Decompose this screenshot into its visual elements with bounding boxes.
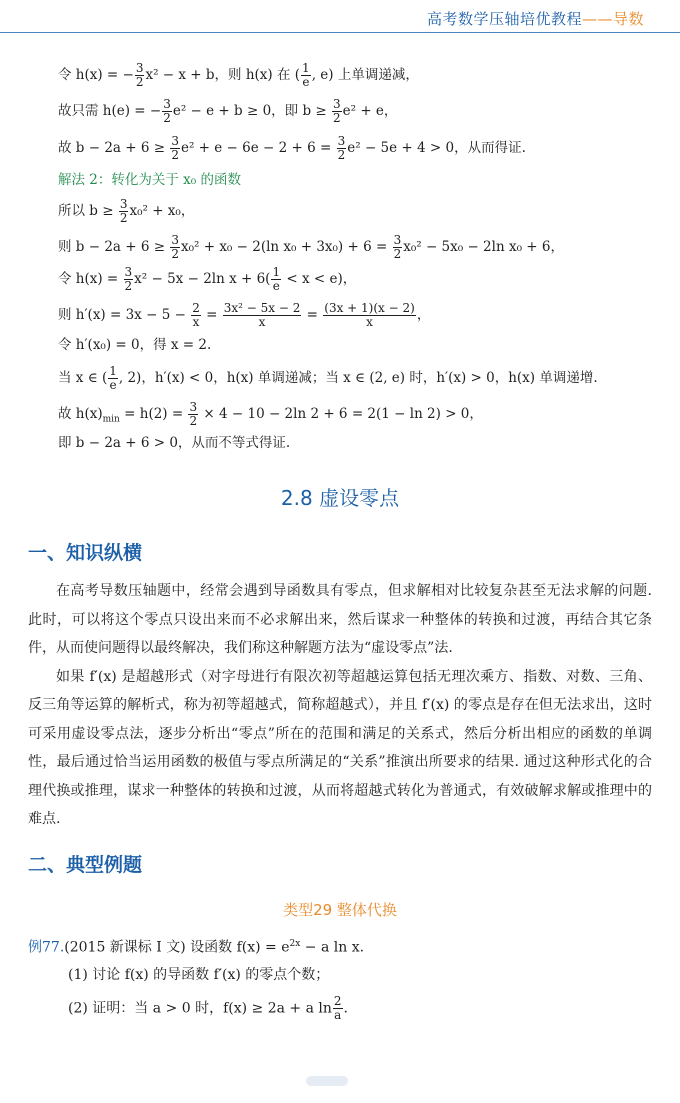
paragraph-2: 如果 f′(x) 是超越形式（对字母进行有限次初等超越运算包括无理次乘方、指数、对数、三角、反三角等运算的解析式，称为初等超越式，简称超越式），并且 f′(x) 的零点是存在但无法求出，这时可采用虚设零点法，逐步分析出“零点”所在的范围和满足的关系式，然后分析出相应的函数的单调性，最后通过恰当运用函数的极值与零点所满足的“关系”推演出所要求的结果. 通过这种形式化的合理代换或推理，谋求一种整体的转换和过渡，从而将超越式转化为普通式，有效破解求解或推理中的难点.	[28, 668, 652, 827]
examples-heading: 二、典型例题	[28, 854, 143, 876]
fraction: $\frac{3}{2}$	[171, 233, 179, 261]
fraction: $\frac{3}{2}$	[163, 97, 171, 125]
solution-line-8: 则 h′(x) = 3x − 5 − $\frac{2}{x}$ = $\frac{\text{3x² − 5x − 2}}{x}$ = $\frac{(3x + 1)(x - 2)}{x}$ ，	[58, 301, 431, 329]
type-title: 类型29 整体代换	[283, 901, 397, 919]
solution-line-7: 令 h(x) = $\frac{3}{2}$ x² − 5x − 2ln x + 6( $\frac{1}{e}$ < x < e)，	[58, 265, 357, 293]
solution-line-10: 当 x ∈ ( $\frac{1}{e}$ , 2)，h′(x) < 0，h(x) 单调递减；当 x ∈ (2, e) 时，h′(x) > 0，h(x) 单调递增.	[58, 364, 598, 392]
solution-line-3: 故 b − 2a + 6 ≥ $\frac{3}{2}$ e² + e − 6e − 2 + 6 = $\frac{3}{2}$ e² − 5e + 4 > 0，从而得证.	[58, 134, 526, 162]
solution-line-9: 令 h′(x₀) = 0，得 x = 2.	[58, 337, 212, 353]
fraction: $\frac{(3x + 1)(x - 2)}{x}$	[324, 301, 415, 329]
fraction: $\frac{1}{e}$	[302, 61, 310, 89]
fraction: $\frac{1}{e}$	[109, 364, 117, 392]
header-dash: ——	[581, 10, 613, 28]
solution-line-5: 所以 b ≥ $\frac{3}{2}$ x₀² + x₀，	[58, 197, 195, 225]
section-title: 2.8 虚设零点	[280, 486, 400, 510]
question-1: (1) 讨论 f(x) 的导函数 f′(x) 的零点个数；	[68, 967, 330, 983]
solution-line-2: 故只需 h(e) = − $\frac{3}{2}$ e² − e + b ≥ 0，即 b ≥ $\frac{3}{2}$ e² + e，	[58, 97, 398, 125]
method-2-heading: 解法 2：转化为关于 x₀ 的函数	[58, 172, 241, 188]
solution-line-11: 故 $h(x)_{min} = h(2)$ = $\frac{3}{2}$ × 4 − 10 − 2ln 2 + 6 = 2(1 − ln 2) > 0，	[58, 400, 483, 428]
fraction: $\frac{3}{2}$	[171, 134, 179, 162]
fraction: $\frac{3}{2}$	[393, 233, 402, 261]
example-label: 例77.	[28, 939, 65, 956]
fraction: $\frac{1}{e}$	[272, 265, 281, 293]
header-topic: 导数	[612, 10, 644, 28]
question-2: (2) 证明：当 a > 0 时，f(x) ≥ 2a + a ln $\frac{2}{a}$ .	[68, 994, 348, 1022]
fraction: $\frac{3}{2}$	[189, 400, 198, 428]
fraction: $\frac{3}{2}$	[119, 197, 128, 225]
solution-line-12: 即 b − 2a + 6 > 0，从而不等式得证.	[58, 435, 291, 451]
paragraph-1: 在高考导数压轴题中，经常会遇到导函数具有零点，但求解相对比较复杂甚至无法求解的问题. 此时，可以将这个零点只设出来而不必求解出来，然后谋求一种整体的转换和过渡，再结合其它条件，从而使问题得以最终解决，我们称这种解题方法为“虚设零点”法.	[28, 583, 652, 656]
fraction: $\frac{2}{a}$	[333, 994, 342, 1022]
fraction: $\frac{3}{2}$	[124, 265, 133, 293]
running-header	[427, 8, 644, 29]
scan-smudge	[306, 1076, 348, 1086]
fraction: $\frac{3}{2}$	[333, 97, 341, 125]
fraction: $\frac{3}{2}$	[337, 134, 346, 162]
knowledge-text	[28, 577, 652, 834]
header-rule	[0, 32, 680, 33]
fraction: $\frac{3}{2}$	[135, 61, 144, 89]
fraction: $\frac{2}{x}$	[192, 301, 200, 329]
solution-line-1: 令 h(x) = − $\frac{3}{2}$ x² − x + b，则 h(x) 在 ( $\frac{1}{e}$ , e) 上单调递减，	[58, 61, 419, 89]
knowledge-heading: 一、知识纵横	[28, 542, 143, 564]
fraction: $\frac{\text{3x² − 5x − 2}}{x}$	[223, 301, 301, 329]
header-book-title: 高考数学压轴培优教程	[426, 10, 582, 28]
solution-line-6: 则 b − 2a + 6 ≥ $\frac{3}{2}$ x₀² + x₀ − 2(ln x₀ + 3x₀) + 6 = $\frac{3}{2}$ x₀² − 5x₀ − 2ln x₀ + 6，	[58, 233, 564, 261]
example-77: 例77.(2015 新课标 Ⅰ 文) 设函数 $f(x) = e^{2x} - a$ ln x.	[28, 939, 365, 956]
